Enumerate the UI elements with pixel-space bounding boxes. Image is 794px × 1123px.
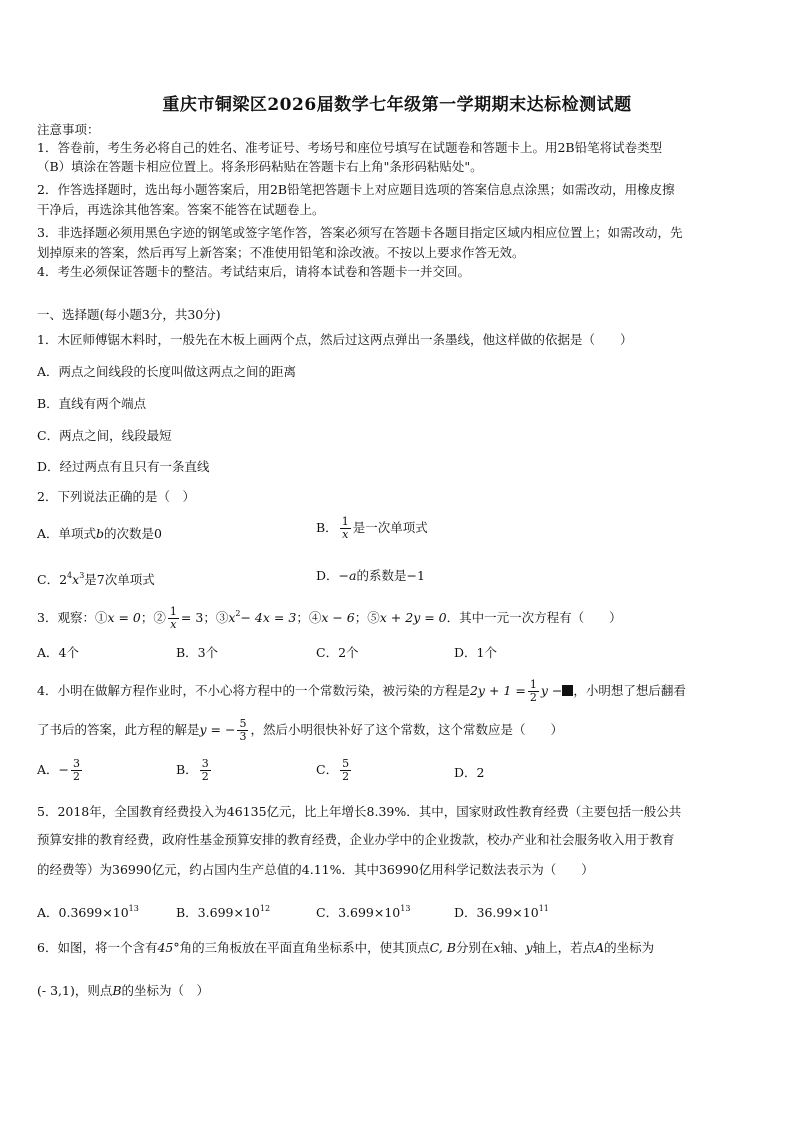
question-3-option-c: C．2个 bbox=[316, 645, 359, 660]
question-3-option-a: A．4个 bbox=[37, 645, 79, 660]
question-5-option-c: C．$3.699\times 10^{13}$ bbox=[316, 904, 411, 920]
section-heading: 一、选择题(每小题3分，共30分) bbox=[37, 307, 221, 322]
notice-line: 划掉原来的答案，然后再写上新答案；不准使用铅笔和涂改液。不按以上要求作答无效。 bbox=[37, 245, 525, 260]
question-3-option-b: B．3个 bbox=[176, 645, 219, 660]
question-4-option-d: D．2 bbox=[454, 765, 485, 780]
question-4-stem-line2: 了书后的答案，此方程的解是y = − $\frac{5}{3}$ ，然后小明很快补好了这个常数，这个常数应是（ ） bbox=[37, 717, 563, 743]
question-4-option-a: A．− $\frac{3}{2}$ bbox=[37, 757, 81, 783]
notice-line: 4．考生必须保证答题卡的整洁。考试结束后，请将本试卷和答题卡一并交回。 bbox=[37, 264, 470, 279]
question-2-option-b: B． $\frac{1}{x}$ 是一次单项式 bbox=[316, 515, 428, 541]
question-1-option-b: B．直线有两个端点 bbox=[37, 396, 147, 411]
question-1-stem: 1．木匠师傅锯木料时，一般先在木板上画两个点，然后过这两点弹出一条墨线，他这样做的依据是（ ） bbox=[37, 332, 633, 347]
question-3-option-d: D．1个 bbox=[454, 645, 497, 660]
question-5-option-b: B．$3.699\times 10^{12}$ bbox=[176, 904, 271, 920]
question-1-option-d: D．经过两点有且只有一条直线 bbox=[37, 459, 210, 474]
question-4-option-b: B． $\frac{3}{2}$ bbox=[176, 757, 209, 783]
notice-line: 干净后，再选涂其他答案。答案不能答在试题卷上。 bbox=[37, 202, 325, 217]
question-3-stem: 3．观察：①x = 0；② $\frac{1}{x}$ = 3；$③x^2- 4x = 3$；④x − 6；⑤x + 2y = 0．其中一元一次方程有（ ） bbox=[37, 605, 622, 631]
question-2-option-c: C．$2^4x^3$是7次单项式 bbox=[37, 571, 155, 587]
question-5-stem: 的经费等）为36990亿元，约占国内生产总值的4.11%．其中36990亿用科学记数法表示为（ ） bbox=[37, 862, 594, 877]
question-2-stem: 2．下列说法正确的是（ ） bbox=[37, 489, 195, 504]
question-6-stem-line2: (- 3,1)，则点B的坐标为（ ） bbox=[37, 983, 210, 998]
notice-line: 1．答卷前，考生务必将自己的姓名、准考证号、考场号和座位号填写在试题卷和答题卡上。用2B铅笔将试卷类型 bbox=[37, 140, 663, 155]
question-4-stem-line1: 4．小明在做解方程作业时，不小心将方程中的一个常数污染，被污染的方程是2y + 1 = $\frac{1}{2}$ y − ，小明想了想后翻看 bbox=[37, 678, 686, 704]
notice-line: （B）填涂在答题卡相应位置上。将条形码粘贴在答题卡右上角"条形码粘贴处"。 bbox=[37, 159, 483, 174]
notice-heading: 注意事项： bbox=[37, 122, 100, 137]
question-5-stem: 预算安排的教育经费，政府性基金预算安排的教育经费，企业办学中的企业拨款，校办产业和社会服务收入用于教育 bbox=[37, 832, 675, 847]
question-5-option-a: A．$0.3699\times 10^{13}$ bbox=[37, 904, 139, 920]
page-title: 重庆市铜梁区2026届数学七年级第一学期期末达标检测试题 bbox=[162, 95, 632, 115]
question-1-option-a: A．两点之间线段的长度叫做这两点之间的距离 bbox=[37, 364, 297, 379]
question-6-stem-line1: 6．如图，将一个含有45°角的三角板放在平面直角坐标系中，使其顶点C, B分别在x轴、y轴上，若点A的坐标为 bbox=[37, 940, 655, 955]
smudged-constant bbox=[562, 685, 573, 696]
question-2-option-d: D．−a的系数是−1 bbox=[316, 568, 425, 583]
question-1-option-c: C．两点之间，线段最短 bbox=[37, 428, 172, 443]
question-5-option-d: D．$36.99\times 10^{11}$ bbox=[454, 904, 549, 920]
question-4-option-c: C． $\frac{5}{2}$ bbox=[316, 757, 350, 783]
question-5-stem: 5．2018年，全国教育经费投入为46135亿元，比上年增长8.39%．其中，国家财政性教育经费（主要包括一般公共 bbox=[37, 804, 682, 819]
notice-line: 3．非选择题必须用黑色字迹的钢笔或签字笔作答，答案必须写在答题卡各题目指定区域内相应位置上；如需改动，先 bbox=[37, 225, 683, 240]
question-2-option-a: A．单项式b的次数是0 bbox=[37, 526, 162, 541]
notice-line: 2．作答选择题时，选出每小题答案后，用2B铅笔把答题卡上对应题目选项的答案信息点涂黑；如需改动，用橡皮擦 bbox=[37, 182, 675, 197]
